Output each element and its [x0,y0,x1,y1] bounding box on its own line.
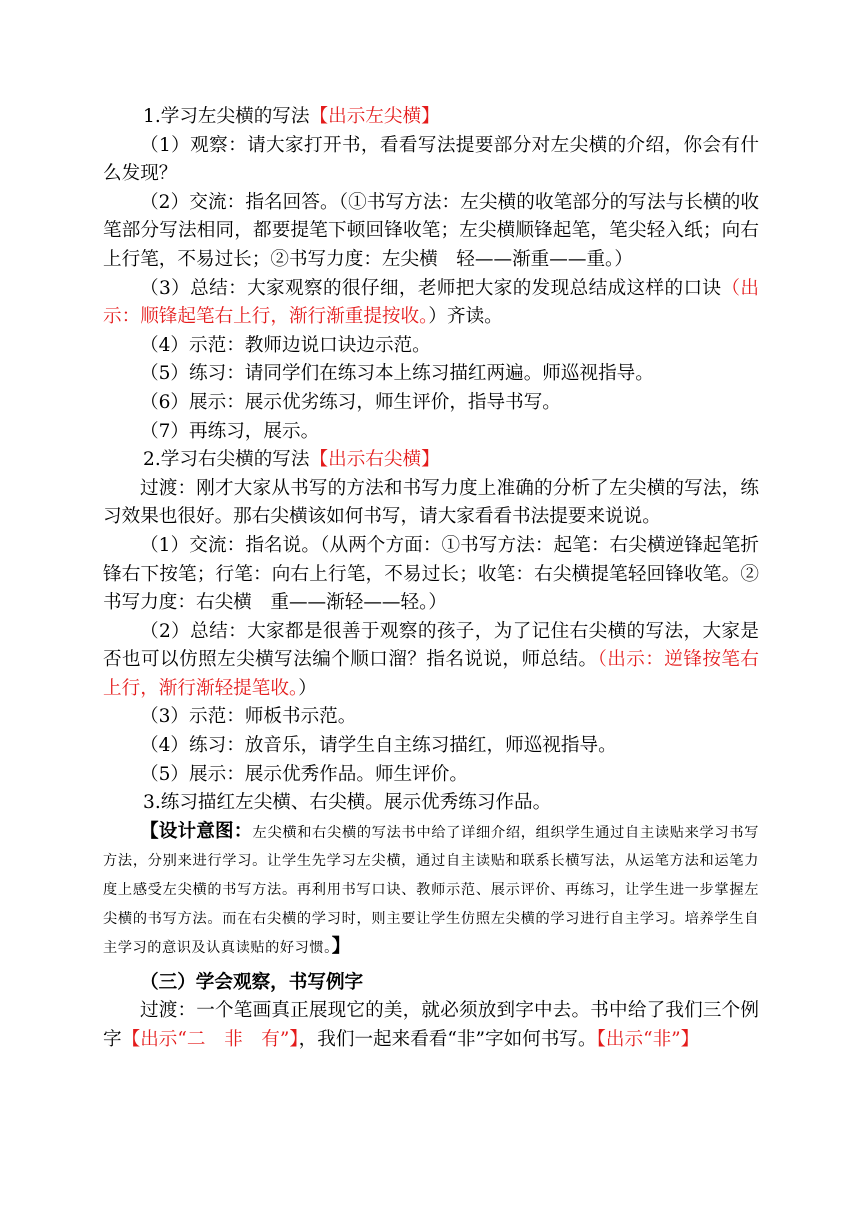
paragraph-display-2: （5）展示：展示优秀作品。师生评价。 [140,763,468,785]
heading-text: 1.学习左尖横的写法 [143,106,310,127]
show-tag: 【出示左尖横】 [309,106,440,127]
paragraph-summary-2 [103,618,759,704]
paragraph-transition-2 [103,997,759,1054]
paragraph-observe: （1）观察：请大家打开书，看看写法提要部分对左尖横的介绍，你会有什么发现？ [103,134,759,185]
document-body [103,103,759,1055]
section-heading-observe-characters: （三）学会观察，书写例字 [140,971,364,993]
paragraph-demo: （4）示范：教师边说口诀边示范。 [140,334,431,356]
heading-text: 2.学习右尖横的写法 [143,449,310,471]
show-fei-tag: 【出示“非”】 [596,1029,700,1050]
paragraph-exchange-2: （1）交流：指名说。（从两个方面：①书写方法：起笔：右尖横逆锋起笔折锋右下按笔；行笔：向右上行笔，不易过长；收笔：右尖横提笔轻回锋收笔。②书写力度：右尖横 重——渐轻——轻。） [103,534,759,614]
paragraph-trace-practice: 3.练习描红左尖横、右尖横。展示优秀练习作品。 [143,792,552,814]
summary-text: （3）总结：大家观察的很仔细，老师把大家的发现总结成这样的口诀 [140,277,722,299]
transition-text: 过渡：一个笔画真正展现它的美，就必须放到字中去。书中给了我们三个例字 [103,1000,759,1050]
summary-show-text: （出示：顺锋起笔右上行，渐行渐重提按收。 [103,277,759,328]
design-intent [103,818,759,963]
transition-text-2: ，我们一起来看看“非”字如何书写。 [298,1029,597,1050]
summary-tail: ） [298,677,317,699]
paragraph-practice: （5）练习：请同学们在练习本上练习描红两遍。师巡视指导。 [140,363,654,385]
paragraph-display: （6）展示：展示优劣练习，师生评价，指导书写。 [140,391,561,413]
summary-show-text: （出示：逆锋按笔右上行，渐行渐轻提笔收。 [103,649,759,699]
design-intent-label: 【设计意图： [140,820,253,842]
design-intent-body: 左尖横和右尖横的写法书中给了详细介绍，组织学生通过自主读贴来学习书写方法，分别来进行学习。让学生先学习左尖横，通过自主读贴和联系长横写法，从运笔方法和运笔力度上感受左尖横的书写方法。再利用书写口诀、教师示范、展示评价、再练习，让学生进一步掌握左尖横的书写方法。而在右尖横的学习时，则主要让学生仿照左尖横的学习进行自主学习。培养学生自主学习的意识及认真读贴的好习惯。 [103,824,759,957]
paragraph-transition: 过渡：刚才大家从书写的方法和书写力度上准确的分析了左尖横的写法，练习效果也很好。那右尖横该如何书写，请大家看看书法提要来说说。 [103,477,759,528]
show-examples-tag: 【出示“二 非 有”】 [121,1029,299,1050]
design-intent-close: 】 [331,936,351,958]
paragraph-repractice: （7）再练习，展示。 [140,420,320,442]
section-heading-left-sharp-stroke [103,103,759,132]
summary-tail: ）齐读。 [428,306,503,328]
paragraph-practice-2: （4）练习：放音乐，请学生自主练习描红，师巡视指导。 [140,735,617,757]
summary-text: （2）总结：大家都是很善于观察的孩子，为了记住右尖横的写法，大家是否也可以仿照左尖横写法编个顺口溜？指名说说，师总结。 [103,620,759,671]
paragraph-exchange: （2）交流：指名回答。（①书写方法：左尖横的收笔部分的写法与长横的收笔部分写法相同，都要提笔下顿回锋收笔；左尖横顺锋起笔，笔尖轻入纸；向右上行笔，不易过长；②书写力度：左尖横 轻——渐重——重。） [103,191,759,270]
paragraph-summary [103,275,759,332]
paragraph-demo-2: （3）示范：师板书示范。 [140,706,357,728]
show-tag: 【出示右尖横】 [309,449,440,471]
section-heading-right-sharp-stroke [103,446,759,475]
